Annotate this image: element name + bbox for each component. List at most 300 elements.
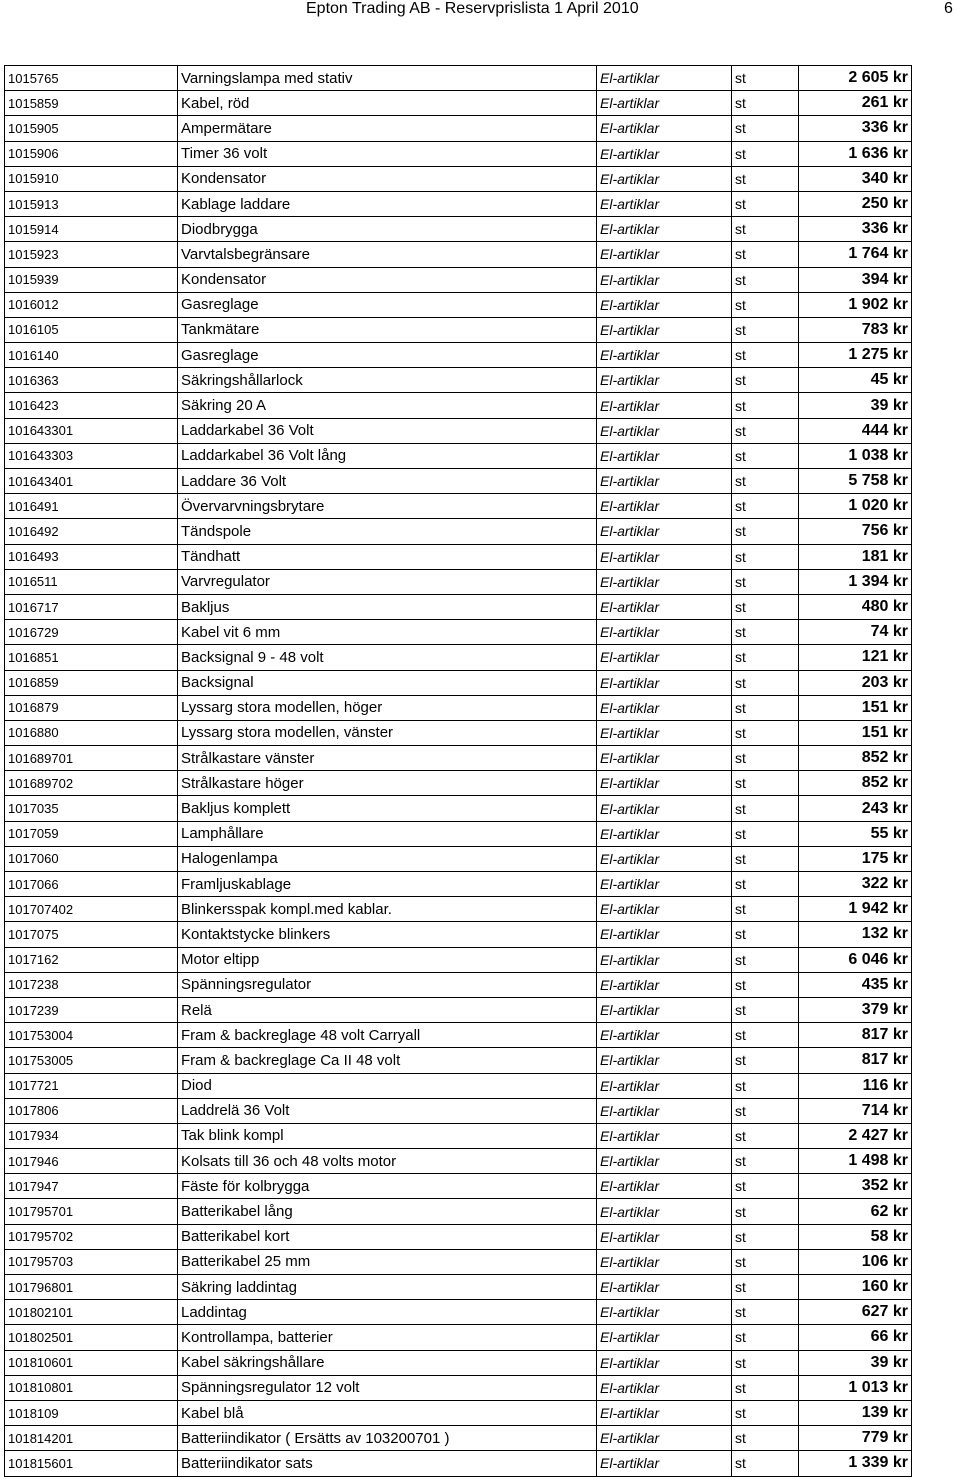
price-cell: 783 kr xyxy=(799,317,912,342)
description-cell: Säkringshållarlock xyxy=(178,368,597,393)
unit-cell: st xyxy=(732,242,799,267)
category-cell: El-artiklar xyxy=(597,821,732,846)
table-row xyxy=(5,972,912,997)
part-number-cell: 1017934 xyxy=(5,1123,178,1148)
category-cell: El-artiklar xyxy=(597,1350,732,1375)
table-row xyxy=(5,922,912,947)
description-cell: Spänningsregulator 12 volt xyxy=(178,1375,597,1400)
table-row xyxy=(5,872,912,897)
part-number-cell: 1016363 xyxy=(5,368,178,393)
part-number-cell: 1015859 xyxy=(5,91,178,116)
unit-cell: st xyxy=(732,368,799,393)
unit-cell: st xyxy=(732,746,799,771)
category-cell: El-artiklar xyxy=(597,872,732,897)
table-row xyxy=(5,1249,912,1274)
part-number-cell: 1017059 xyxy=(5,821,178,846)
unit-cell: st xyxy=(732,720,799,745)
description-cell: Bakljus komplett xyxy=(178,796,597,821)
unit-cell: st xyxy=(732,922,799,947)
description-cell: Laddarkabel 36 Volt lång xyxy=(178,443,597,468)
unit-cell: st xyxy=(732,846,799,871)
unit-cell: st xyxy=(732,91,799,116)
part-number-cell: 1016492 xyxy=(5,519,178,544)
category-cell: El-artiklar xyxy=(597,897,732,922)
part-number-cell: 1016879 xyxy=(5,695,178,720)
table-row xyxy=(5,418,912,443)
unit-cell: st xyxy=(732,997,799,1022)
table-row xyxy=(5,1224,912,1249)
description-cell: Laddare 36 Volt xyxy=(178,469,597,494)
category-cell: El-artiklar xyxy=(597,292,732,317)
table-row xyxy=(5,997,912,1022)
part-number-cell: 1015765 xyxy=(5,66,178,91)
description-cell: Varvtalsbegränsare xyxy=(178,242,597,267)
part-number-cell: 101689702 xyxy=(5,771,178,796)
price-list-table xyxy=(4,65,912,1477)
part-number-cell: 1016140 xyxy=(5,343,178,368)
price-cell: 6 046 kr xyxy=(799,947,912,972)
unit-cell: st xyxy=(732,494,799,519)
table-row xyxy=(5,544,912,569)
part-number-cell: 1016491 xyxy=(5,494,178,519)
part-number-cell: 1015939 xyxy=(5,267,178,292)
unit-cell: st xyxy=(732,519,799,544)
part-number-cell: 1015914 xyxy=(5,217,178,242)
category-cell: El-artiklar xyxy=(597,368,732,393)
price-cell: 139 kr xyxy=(799,1400,912,1425)
table-row xyxy=(5,670,912,695)
part-number-cell: 1018109 xyxy=(5,1400,178,1425)
category-cell: El-artiklar xyxy=(597,1224,732,1249)
price-cell: 45 kr xyxy=(799,368,912,393)
table-row xyxy=(5,66,912,91)
price-cell: 714 kr xyxy=(799,1098,912,1123)
description-cell: Övervarvningsbrytare xyxy=(178,494,597,519)
price-cell: 1 764 kr xyxy=(799,242,912,267)
category-cell: El-artiklar xyxy=(597,746,732,771)
category-cell: El-artiklar xyxy=(597,317,732,342)
unit-cell: st xyxy=(732,393,799,418)
price-cell: 352 kr xyxy=(799,1174,912,1199)
unit-cell: st xyxy=(732,1325,799,1350)
unit-cell: st xyxy=(732,1451,799,1476)
unit-cell: st xyxy=(732,670,799,695)
description-cell: Tak blink kompl xyxy=(178,1123,597,1148)
price-cell: 151 kr xyxy=(799,720,912,745)
part-number-cell: 101643303 xyxy=(5,443,178,468)
unit-cell: st xyxy=(732,594,799,619)
description-cell: Laddarkabel 36 Volt xyxy=(178,418,597,443)
table-row xyxy=(5,947,912,972)
description-cell: Backsignal xyxy=(178,670,597,695)
category-cell: El-artiklar xyxy=(597,947,732,972)
category-cell: El-artiklar xyxy=(597,494,732,519)
description-cell: Relä xyxy=(178,997,597,1022)
description-cell: Batterikabel lång xyxy=(178,1199,597,1224)
price-cell: 66 kr xyxy=(799,1325,912,1350)
table-row xyxy=(5,897,912,922)
price-cell: 817 kr xyxy=(799,1048,912,1073)
table-row xyxy=(5,469,912,494)
category-cell: El-artiklar xyxy=(597,1249,732,1274)
part-number-cell: 101814201 xyxy=(5,1426,178,1451)
price-cell: 55 kr xyxy=(799,821,912,846)
part-number-cell: 1016423 xyxy=(5,393,178,418)
price-cell: 121 kr xyxy=(799,645,912,670)
part-number-cell: 101643301 xyxy=(5,418,178,443)
price-cell: 1 636 kr xyxy=(799,141,912,166)
table-row xyxy=(5,292,912,317)
page-number: 6 xyxy=(944,0,953,17)
category-cell: El-artiklar xyxy=(597,1300,732,1325)
description-cell: Laddintag xyxy=(178,1300,597,1325)
part-number-cell: 1015905 xyxy=(5,116,178,141)
unit-cell: st xyxy=(732,1275,799,1300)
table-row xyxy=(5,569,912,594)
part-number-cell: 101689701 xyxy=(5,746,178,771)
description-cell: Lyssarg stora modellen, höger xyxy=(178,695,597,720)
part-number-cell: 1015923 xyxy=(5,242,178,267)
price-cell: 250 kr xyxy=(799,191,912,216)
price-cell: 132 kr xyxy=(799,922,912,947)
table-row xyxy=(5,1149,912,1174)
category-cell: El-artiklar xyxy=(597,191,732,216)
description-cell: Blinkersspak kompl.med kablar. xyxy=(178,897,597,922)
price-cell: 5 758 kr xyxy=(799,469,912,494)
category-cell: El-artiklar xyxy=(597,544,732,569)
table-row xyxy=(5,645,912,670)
price-cell: 2 605 kr xyxy=(799,66,912,91)
unit-cell: st xyxy=(732,418,799,443)
price-cell: 74 kr xyxy=(799,620,912,645)
table-row xyxy=(5,1451,912,1476)
category-cell: El-artiklar xyxy=(597,141,732,166)
part-number-cell: 1015906 xyxy=(5,141,178,166)
category-cell: El-artiklar xyxy=(597,1199,732,1224)
unit-cell: st xyxy=(732,796,799,821)
price-cell: 203 kr xyxy=(799,670,912,695)
unit-cell: st xyxy=(732,1224,799,1249)
description-cell: Fäste för kolbrygga xyxy=(178,1174,597,1199)
category-cell: El-artiklar xyxy=(597,1375,732,1400)
description-cell: Framljuskablage xyxy=(178,872,597,897)
table-row xyxy=(5,368,912,393)
description-cell: Kondensator xyxy=(178,166,597,191)
unit-cell: st xyxy=(732,1426,799,1451)
unit-cell: st xyxy=(732,1149,799,1174)
category-cell: El-artiklar xyxy=(597,469,732,494)
unit-cell: st xyxy=(732,443,799,468)
category-cell: El-artiklar xyxy=(597,771,732,796)
table-row xyxy=(5,267,912,292)
unit-cell: st xyxy=(732,544,799,569)
price-cell: 1 013 kr xyxy=(799,1375,912,1400)
unit-cell: st xyxy=(732,695,799,720)
unit-cell: st xyxy=(732,1023,799,1048)
description-cell: Kablage laddare xyxy=(178,191,597,216)
description-cell: Kabel vit 6 mm xyxy=(178,620,597,645)
part-number-cell: 1016859 xyxy=(5,670,178,695)
category-cell: El-artiklar xyxy=(597,796,732,821)
price-list-body xyxy=(5,66,912,1477)
price-cell: 852 kr xyxy=(799,746,912,771)
category-cell: El-artiklar xyxy=(597,116,732,141)
description-cell: Kabel blå xyxy=(178,1400,597,1425)
category-cell: El-artiklar xyxy=(597,267,732,292)
part-number-cell: 1017162 xyxy=(5,947,178,972)
part-number-cell: 1017035 xyxy=(5,796,178,821)
description-cell: Säkring laddintag xyxy=(178,1275,597,1300)
description-cell: Kontaktstycke blinkers xyxy=(178,922,597,947)
part-number-cell: 101796801 xyxy=(5,1275,178,1300)
table-row xyxy=(5,1048,912,1073)
table-row xyxy=(5,695,912,720)
price-cell: 39 kr xyxy=(799,1350,912,1375)
unit-cell: st xyxy=(732,872,799,897)
category-cell: El-artiklar xyxy=(597,1149,732,1174)
part-number-cell: 1017806 xyxy=(5,1098,178,1123)
part-number-cell: 101643401 xyxy=(5,469,178,494)
price-cell: 181 kr xyxy=(799,544,912,569)
table-row xyxy=(5,821,912,846)
category-cell: El-artiklar xyxy=(597,1325,732,1350)
unit-cell: st xyxy=(732,1048,799,1073)
unit-cell: st xyxy=(732,343,799,368)
price-cell: 1 394 kr xyxy=(799,569,912,594)
table-row xyxy=(5,594,912,619)
table-row xyxy=(5,1098,912,1123)
price-cell: 627 kr xyxy=(799,1300,912,1325)
part-number-cell: 101795701 xyxy=(5,1199,178,1224)
description-cell: Batteriindikator sats xyxy=(178,1451,597,1476)
category-cell: El-artiklar xyxy=(597,720,732,745)
table-row xyxy=(5,746,912,771)
description-cell: Diod xyxy=(178,1073,597,1098)
table-row xyxy=(5,846,912,871)
part-number-cell: 1015913 xyxy=(5,191,178,216)
table-row xyxy=(5,217,912,242)
unit-cell: st xyxy=(732,292,799,317)
table-row xyxy=(5,796,912,821)
price-cell: 39 kr xyxy=(799,393,912,418)
part-number-cell: 101707402 xyxy=(5,897,178,922)
part-number-cell: 1016729 xyxy=(5,620,178,645)
unit-cell: st xyxy=(732,1350,799,1375)
unit-cell: st xyxy=(732,620,799,645)
category-cell: El-artiklar xyxy=(597,620,732,645)
part-number-cell: 1016511 xyxy=(5,569,178,594)
description-cell: Kontrollampa, batterier xyxy=(178,1325,597,1350)
price-cell: 379 kr xyxy=(799,997,912,1022)
unit-cell: st xyxy=(732,771,799,796)
description-cell: Tankmätare xyxy=(178,317,597,342)
description-cell: Strålkastare höger xyxy=(178,771,597,796)
price-cell: 336 kr xyxy=(799,217,912,242)
description-cell: Batterikabel kort xyxy=(178,1224,597,1249)
unit-cell: st xyxy=(732,1400,799,1425)
table-row xyxy=(5,141,912,166)
table-row xyxy=(5,1426,912,1451)
unit-cell: st xyxy=(732,166,799,191)
category-cell: El-artiklar xyxy=(597,1426,732,1451)
table-row xyxy=(5,317,912,342)
description-cell: Batteriindikator ( Ersätts av 103200701 ) xyxy=(178,1426,597,1451)
part-number-cell: 1016012 xyxy=(5,292,178,317)
part-number-cell: 1016493 xyxy=(5,544,178,569)
unit-cell: st xyxy=(732,1375,799,1400)
category-cell: El-artiklar xyxy=(597,922,732,947)
table-row xyxy=(5,1300,912,1325)
price-cell: 58 kr xyxy=(799,1224,912,1249)
category-cell: El-artiklar xyxy=(597,1098,732,1123)
description-cell: Kolsats till 36 och 48 volts motor xyxy=(178,1149,597,1174)
unit-cell: st xyxy=(732,1073,799,1098)
part-number-cell: 1016880 xyxy=(5,720,178,745)
category-cell: El-artiklar xyxy=(597,594,732,619)
category-cell: El-artiklar xyxy=(597,1073,732,1098)
table-row xyxy=(5,443,912,468)
description-cell: Lamphållare xyxy=(178,821,597,846)
description-cell: Tändhatt xyxy=(178,544,597,569)
table-row xyxy=(5,1350,912,1375)
page-header xyxy=(0,0,960,30)
category-cell: El-artiklar xyxy=(597,670,732,695)
price-cell: 444 kr xyxy=(799,418,912,443)
unit-cell: st xyxy=(732,645,799,670)
description-cell: Säkring 20 A xyxy=(178,393,597,418)
description-cell: Tändspole xyxy=(178,519,597,544)
part-number-cell: 101753004 xyxy=(5,1023,178,1048)
price-cell: 243 kr xyxy=(799,796,912,821)
unit-cell: st xyxy=(732,191,799,216)
unit-cell: st xyxy=(732,1249,799,1274)
category-cell: El-artiklar xyxy=(597,519,732,544)
category-cell: El-artiklar xyxy=(597,91,732,116)
description-cell: Gasreglage xyxy=(178,292,597,317)
description-cell: Ampermätare xyxy=(178,116,597,141)
category-cell: El-artiklar xyxy=(597,1451,732,1476)
unit-cell: st xyxy=(732,1098,799,1123)
price-cell: 175 kr xyxy=(799,846,912,871)
category-cell: El-artiklar xyxy=(597,1123,732,1148)
description-cell: Gasreglage xyxy=(178,343,597,368)
category-cell: El-artiklar xyxy=(597,695,732,720)
description-cell: Bakljus xyxy=(178,594,597,619)
description-cell: Kabel, röd xyxy=(178,91,597,116)
price-cell: 2 427 kr xyxy=(799,1123,912,1148)
price-cell: 1 498 kr xyxy=(799,1149,912,1174)
unit-cell: st xyxy=(732,1174,799,1199)
part-number-cell: 1017946 xyxy=(5,1149,178,1174)
price-cell: 160 kr xyxy=(799,1275,912,1300)
part-number-cell: 1017066 xyxy=(5,872,178,897)
price-cell: 106 kr xyxy=(799,1249,912,1274)
part-number-cell: 101795703 xyxy=(5,1249,178,1274)
table-row xyxy=(5,393,912,418)
unit-cell: st xyxy=(732,1199,799,1224)
unit-cell: st xyxy=(732,469,799,494)
category-cell: El-artiklar xyxy=(597,997,732,1022)
price-cell: 817 kr xyxy=(799,1023,912,1048)
table-row xyxy=(5,720,912,745)
table-row xyxy=(5,1375,912,1400)
table-row xyxy=(5,91,912,116)
price-cell: 1 339 kr xyxy=(799,1451,912,1476)
price-cell: 322 kr xyxy=(799,872,912,897)
table-row xyxy=(5,1275,912,1300)
table-row xyxy=(5,771,912,796)
description-cell: Diodbrygga xyxy=(178,217,597,242)
unit-cell: st xyxy=(732,1300,799,1325)
part-number-cell: 1017239 xyxy=(5,997,178,1022)
description-cell: Kabel säkringshållare xyxy=(178,1350,597,1375)
part-number-cell: 1017060 xyxy=(5,846,178,871)
price-cell: 340 kr xyxy=(799,166,912,191)
category-cell: El-artiklar xyxy=(597,418,732,443)
category-cell: El-artiklar xyxy=(597,393,732,418)
table-row xyxy=(5,1073,912,1098)
table-row xyxy=(5,620,912,645)
part-number-cell: 1017238 xyxy=(5,972,178,997)
unit-cell: st xyxy=(732,569,799,594)
table-row xyxy=(5,494,912,519)
price-cell: 1 020 kr xyxy=(799,494,912,519)
price-cell: 779 kr xyxy=(799,1426,912,1451)
category-cell: El-artiklar xyxy=(597,1275,732,1300)
part-number-cell: 101810601 xyxy=(5,1350,178,1375)
part-number-cell: 101795702 xyxy=(5,1224,178,1249)
description-cell: Fram & backreglage Ca II 48 volt xyxy=(178,1048,597,1073)
unit-cell: st xyxy=(732,972,799,997)
document-title: Epton Trading AB - Reservprislista 1 April 2010 xyxy=(306,0,639,17)
part-number-cell: 101810801 xyxy=(5,1375,178,1400)
category-cell: El-artiklar xyxy=(597,66,732,91)
category-cell: El-artiklar xyxy=(597,645,732,670)
price-cell: 435 kr xyxy=(799,972,912,997)
part-number-cell: 1016717 xyxy=(5,594,178,619)
part-number-cell: 1015910 xyxy=(5,166,178,191)
price-cell: 852 kr xyxy=(799,771,912,796)
description-cell: Strålkastare vänster xyxy=(178,746,597,771)
unit-cell: st xyxy=(732,217,799,242)
description-cell: Spänningsregulator xyxy=(178,972,597,997)
table-row xyxy=(5,191,912,216)
part-number-cell: 1017947 xyxy=(5,1174,178,1199)
table-row xyxy=(5,1400,912,1425)
unit-cell: st xyxy=(732,947,799,972)
table-row xyxy=(5,1123,912,1148)
unit-cell: st xyxy=(732,1123,799,1148)
description-cell: Backsignal 9 - 48 volt xyxy=(178,645,597,670)
table-row xyxy=(5,1023,912,1048)
price-cell: 62 kr xyxy=(799,1199,912,1224)
description-cell: Varningslampa med stativ xyxy=(178,66,597,91)
category-cell: El-artiklar xyxy=(597,1400,732,1425)
description-cell: Lyssarg stora modellen, vänster xyxy=(178,720,597,745)
category-cell: El-artiklar xyxy=(597,846,732,871)
table-row xyxy=(5,1325,912,1350)
table-row xyxy=(5,1174,912,1199)
category-cell: El-artiklar xyxy=(597,343,732,368)
part-number-cell: 101815601 xyxy=(5,1451,178,1476)
category-cell: El-artiklar xyxy=(597,972,732,997)
description-cell: Halogenlampa xyxy=(178,846,597,871)
part-number-cell: 101802101 xyxy=(5,1300,178,1325)
price-cell: 1 902 kr xyxy=(799,292,912,317)
category-cell: El-artiklar xyxy=(597,217,732,242)
price-cell: 116 kr xyxy=(799,1073,912,1098)
part-number-cell: 1017721 xyxy=(5,1073,178,1098)
